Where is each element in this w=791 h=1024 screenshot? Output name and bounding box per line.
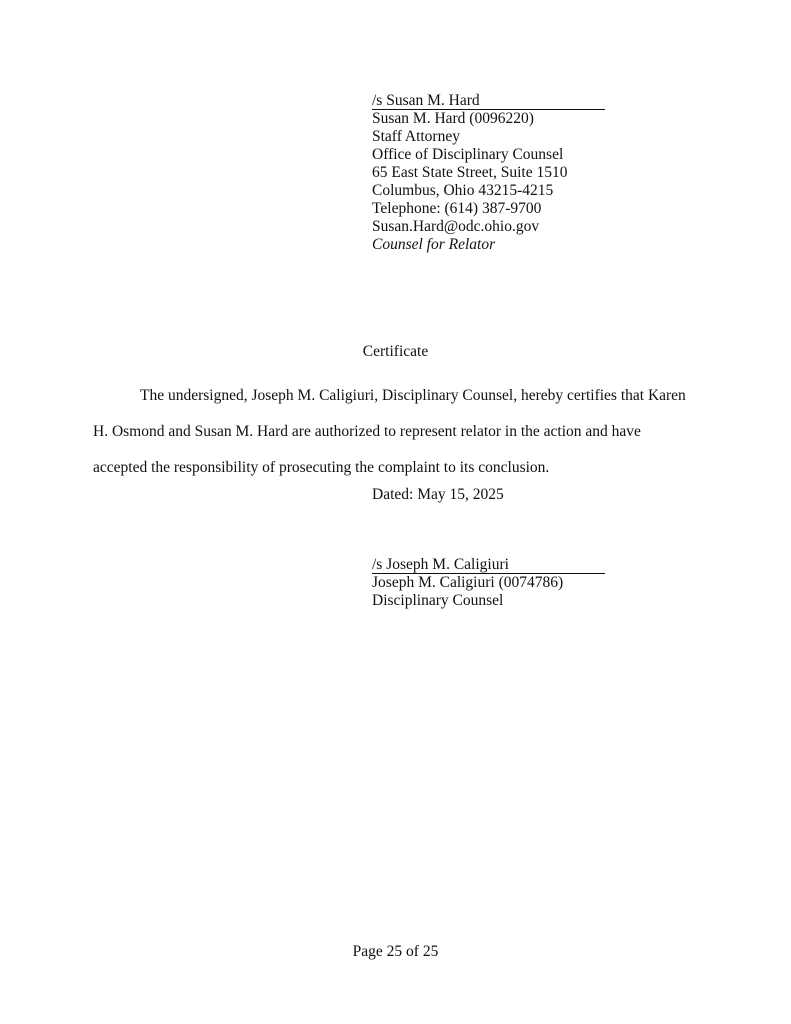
address-line-1: 65 East State Street, Suite 1510: [372, 164, 568, 181]
signer-name: Joseph M. Caligiuri (0074786): [372, 574, 564, 591]
signer-office: Office of Disciplinary Counsel: [372, 146, 564, 163]
certificate-line-2: H. Osmond and Susan M. Hard are authorized to represent relator in the action and have: [93, 423, 641, 440]
disciplinary-counsel-signature-block: [372, 557, 605, 610]
certificate-heading: Certificate: [362, 343, 429, 360]
email-address: Susan.Hard@odc.ohio.gov: [372, 218, 540, 235]
signer-name: Susan M. Hard (0096220): [372, 110, 534, 127]
address-line-2: Columbus, Ohio 43215-4215: [372, 182, 554, 199]
certificate-date: Dated: May 15, 2025: [372, 486, 504, 503]
signer-title: Disciplinary Counsel: [372, 592, 504, 609]
telephone: Telephone: (614) 387-9700: [372, 200, 542, 217]
certificate-line-3: accepted the responsibility of prosecuting the complaint to its conclusion.: [93, 459, 550, 476]
signer-title: Staff Attorney: [372, 128, 460, 145]
page-number: Page 25 of 25: [352, 943, 439, 960]
certificate-body: [93, 378, 693, 486]
signer-role: Counsel for Relator: [372, 236, 496, 253]
certificate-line-1: The undersigned, Joseph M. Caligiuri, Disciplinary Counsel, hereby certifies that Karen: [140, 387, 686, 404]
signature-line: /s Joseph M. Caligiuri: [372, 557, 605, 574]
relator-counsel-signature-block: [372, 93, 605, 254]
signature-line: /s Susan M. Hard: [372, 93, 605, 110]
